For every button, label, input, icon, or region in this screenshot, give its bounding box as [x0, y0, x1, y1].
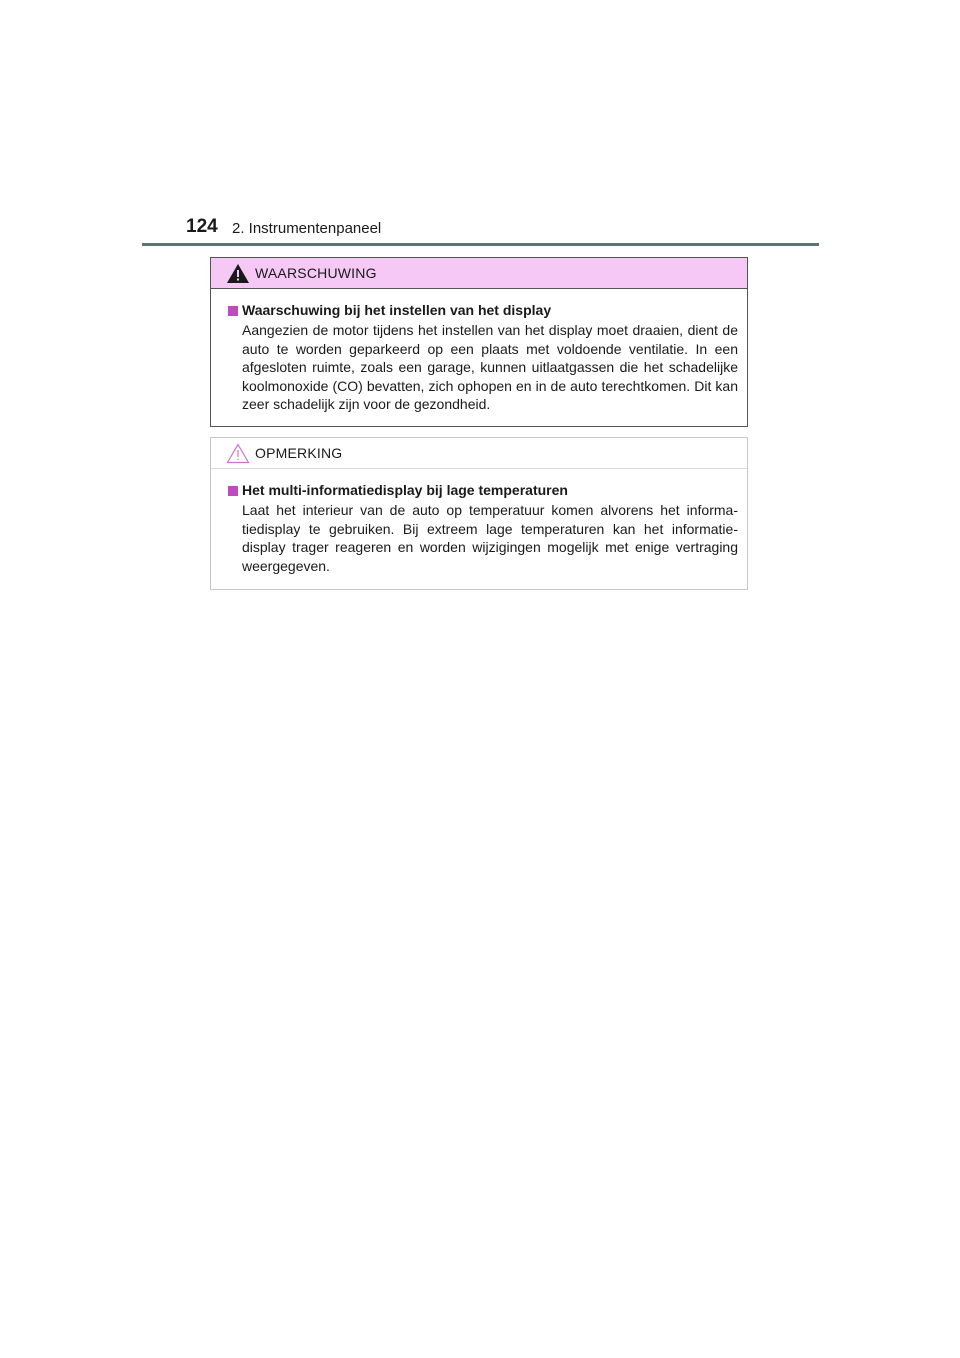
warning-title: WAARSCHUWING: [255, 265, 377, 281]
notice-title: OPMERKING: [255, 445, 343, 461]
warning-box-header: [211, 258, 747, 289]
caution-triangle-outline-icon: [226, 443, 250, 464]
warning-item: [211, 289, 747, 414]
notice-box-header: [211, 438, 747, 469]
warning-item-heading: [228, 301, 738, 320]
warning-item-body: Aangezien de motor tijdens het instellen van het display moet draaien, dient de auto te worden geparkeerd op een plaats met voldoende ventilatie. In een afgesloten ruimte, zoals een garage, kunnen uitlaatgassen die het schadelijke koolmonoxide (CO) bevatten, zich ophopen en in de auto terechtkomen. Dit kan zeer schadelijk zijn voor de gezondheid.: [242, 322, 738, 413]
section-title: 2. Instrumentenpaneel: [232, 220, 382, 237]
warning-box: [210, 257, 748, 427]
notice-item-heading: [228, 481, 738, 500]
header-rule: [142, 243, 819, 246]
notice-item: [211, 469, 747, 575]
bullet-square-icon: [228, 306, 238, 316]
page-number: 124: [186, 216, 218, 237]
bullet-square-icon: [228, 486, 238, 496]
warning-triangle-filled-icon: [226, 263, 250, 284]
notice-item-heading-text: Het multi-informatiedisplay bij lage temperaturen: [242, 482, 568, 498]
notice-box: [210, 437, 748, 590]
notice-item-body: Laat het interieur van de auto op temperatuur komen alvorens het informa-tiedisplay te gebruiken. Bij extreem lage temperaturen kan het informatie-display trager reageren en worden wijzigingen mogelijk met enige vertraging weergegeven.: [242, 502, 738, 574]
warning-item-heading-text: Waarschuwing bij het instellen van het display: [242, 302, 552, 318]
